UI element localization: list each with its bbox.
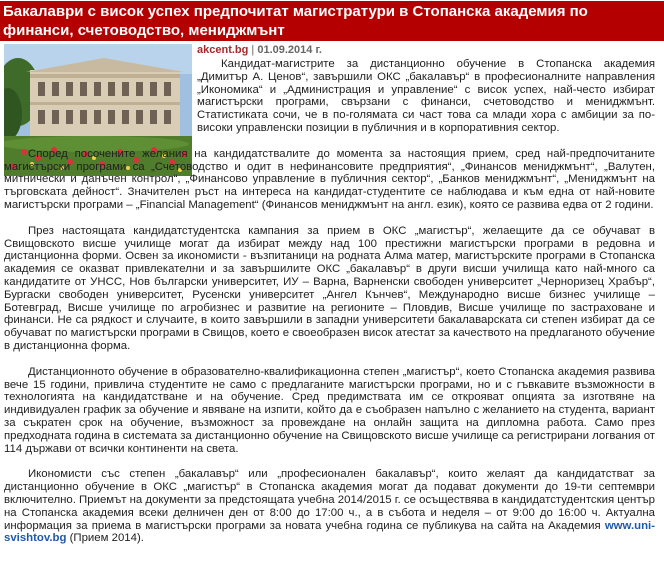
paragraph-5-suffix: (Прием 2014). — [66, 532, 144, 545]
paragraph-2: Според посочените желания на кандидатствалите до момента за настоящия прием, сред най-предпочитаните магистърски програми са „Счетоводство и одит в нефинансовите предприятия“, „Финансов мениджмънт“, „Валутен, митнически и данъчен контрол“, „Финансово управление в публичния сектор“, „Банков мениджмънт“, „Мениджмънт на търговската дейност“. Значителен ръст на интереса на кандидат-студентите се наблюдава и към една от най-новите магистърски програми – „Financial Management“ (Финансов мениджмънт на англ. език), която се развива едва от 2 години. — [4, 147, 655, 211]
source-link[interactable]: akcent.bg — [197, 44, 249, 56]
article-date: 01.09.2014 г. — [257, 44, 322, 56]
paragraph-5 — [4, 468, 655, 545]
article-meta — [197, 44, 322, 57]
university-website-link[interactable]: www.uni-svishtov.bg — [4, 519, 656, 545]
paragraph-3: През настоящата кандидатстудентска кампания за прием в ОКС „магистър“, желаещите да се обучават в Свищовското висше училище могат да избират между над 100 престижни магистърски програми в редовна и дистанционна форми. Освен за икономисти - възпитаници на родната Алма матер, магистърските програми в Стопанска академия се оказват привлекателни и за завършилите ОКС „бакалавър“ в други висши училища като най-много са кандидатите от УНСС, Нов български университет, ИУ – Варна, Варненски свободен университет „Черноризец Храбър“, Бургаски свободен университет, Русенски университет „Ангел Кънчев“, Международно висше бизнес училище – Ботевград, Висше училище по агробизнес и развитие на регионите – Пловдив, Висше училище по застраховане и финанси. Не са рядкост и случаите, в които завършили в западни университети бакалаварската си степен избират да се обучават по магистърски програми в Свищов, което е своеобразен висок атестат за качеството на предлаганото обучение в дистанционна форма. — [4, 224, 655, 352]
paragraph-1: Кандидат-магистрите за дистанционно обучение в Стопанска академия „Димитър А. Ценов“, завършили ОКС „бакалавър“ в професионалните направления „Икономика“ и „Администрация и управление“ с висок успех, най-често избират магистърски програми, свързани с финанси, счетоводство и мениджмънт. Статистиката сочи, че в по-голямата си част това са млади хора с амбиции за по-високи управленски позиции в публичния и в корпоративния сектор. — [197, 58, 655, 134]
article-title: Бакалаври с висок успех предпочитат магистратури в Стопанска академия по финанси, счетоводство, мениджмънт — [0, 1, 664, 41]
meta-separator: | — [251, 44, 255, 56]
paragraph-5-text: Икономисти със степен „бакалавър“ или „професионален бакалавър“, които желаят да кандидатстват за дистанционно обучение в ОКС „магистър“ в Стопанска академия могат да подават документи до 19-ти септември включително. Приемът на документи за предстоящата учебна 2014/2015 г. се осъществява в кандидатстудентския център на Стопанска академия всеки делничен ден от 8:00 до 17:00 ч., а в събота и неделя – от 9:00 до 16:00 ч. Актуална информация за приема в магистърски програми за новата учебна година се публикува на сайта на Академия — [4, 468, 655, 532]
article-body — [4, 58, 655, 558]
paragraph-4: Дистанционното обучение в образователно-квалификационна степен „магистър“, което Стопанска академия развива вече 15 години, привлича студентите не само с предлаганите магистърски програми, но и с гъвкавите възможности в технологията на кандидатстване и на обучение. Сред предимствата им се открояват опцията за изготвяне на индивидуален график за обучение и явяване на изпити, който да е съобразен напълно с желанието на студента, вариант за съкратен срок на обучение, възможност за провеждане на онлайн защита на дипломна работа. Само през предходната година в системата за дистанционно обучение на Свищовското висше училище са регистрирани логвания от 114 държави от всички континенти на света. — [4, 365, 655, 455]
